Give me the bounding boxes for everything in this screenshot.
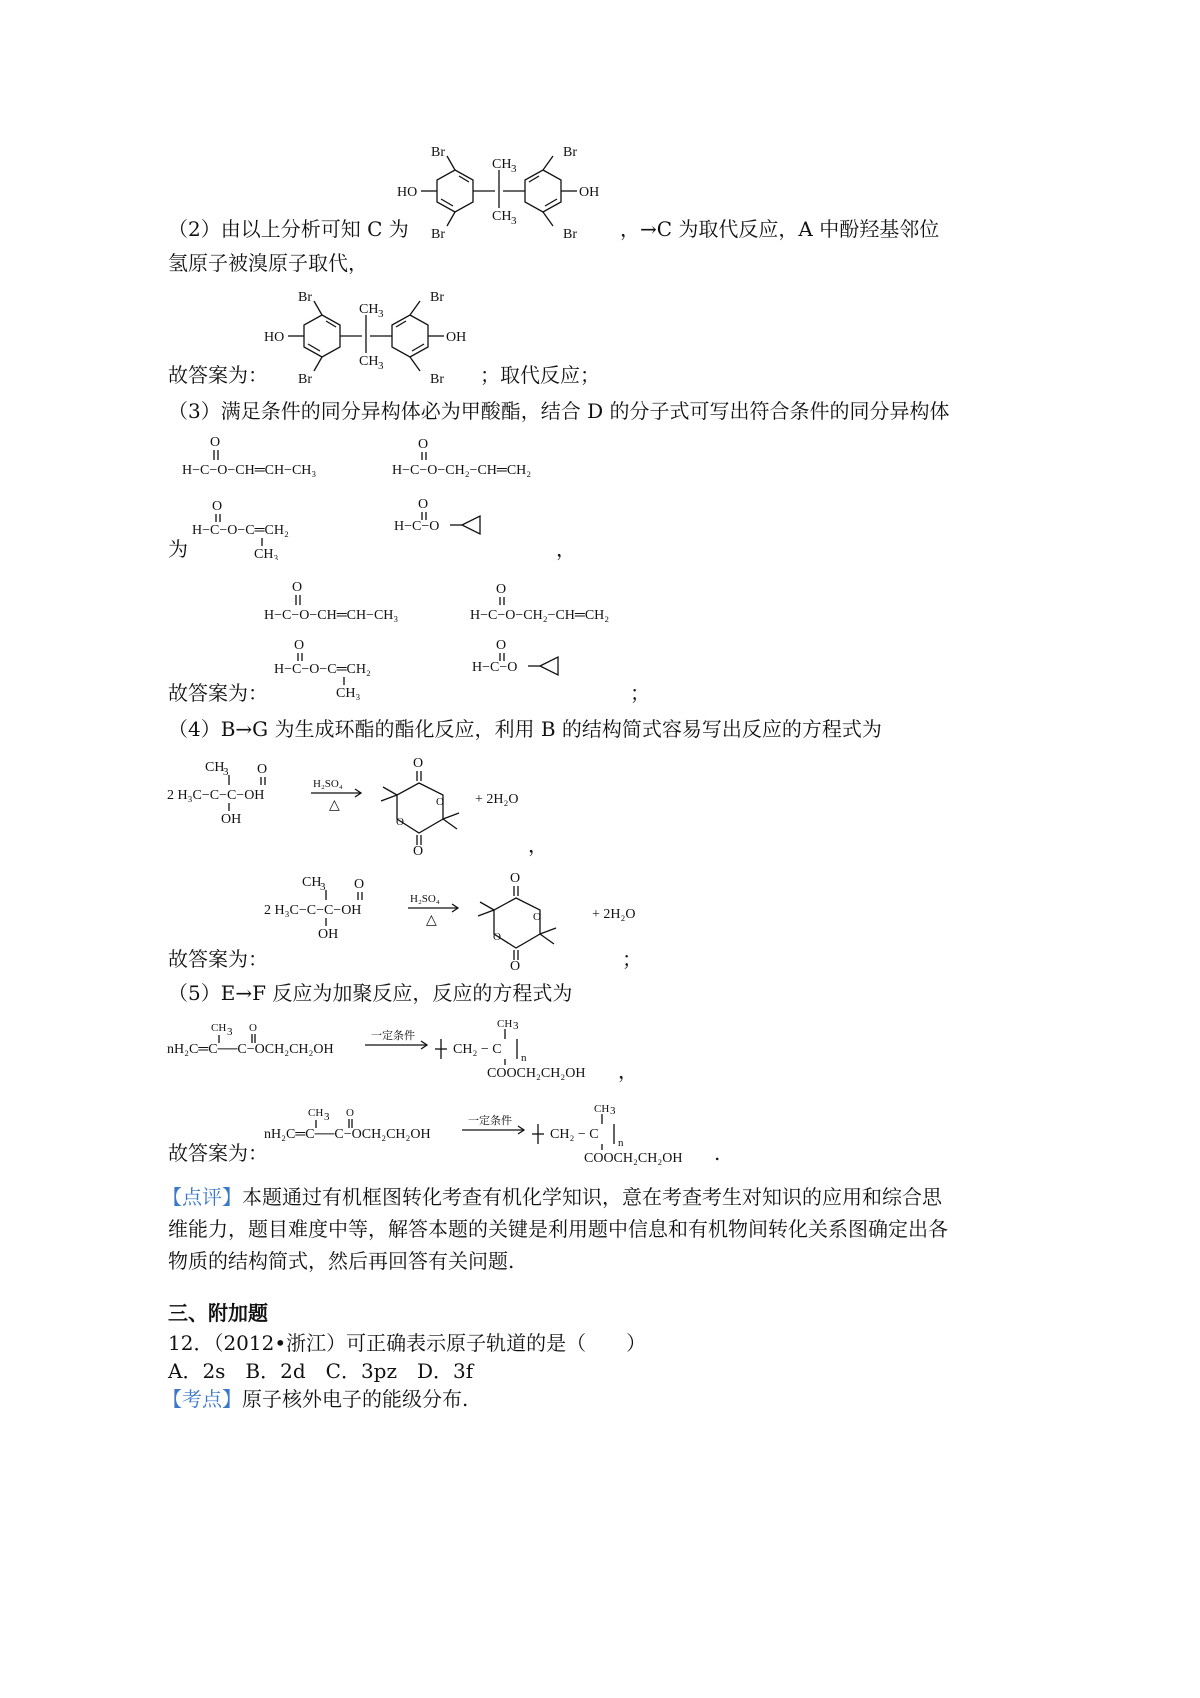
q5-tail1: ， — [618, 1059, 638, 1083]
svg-text:O: O — [493, 931, 501, 943]
svg-text:O: O — [210, 435, 221, 450]
svg-text:H−C−O−CH₂−CH═CH₂: H−C−O−CH₂−CH═CH₂ — [470, 608, 610, 623]
svg-text:一定条件: 一定条件 — [371, 1030, 415, 1042]
svg-text:H₂SO₄: H₂SO₄ — [410, 893, 440, 905]
comment-line1 — [162, 1184, 942, 1210]
q5-equation-2 — [262, 1100, 732, 1170]
q4-line1: （4）B→G 为生成环酯的酯化反应，利用 B 的结构简式容易写出反应的方程式为 — [168, 717, 882, 741]
svg-text:3: 3 — [324, 1111, 330, 1123]
svg-text:O: O — [413, 756, 424, 771]
q3-isomers-2 — [262, 575, 662, 705]
comment-line3: 物质的结构简式，然后再回答有关问题. — [168, 1249, 515, 1273]
svg-text:3: 3 — [223, 766, 229, 778]
kaodian-line — [162, 1386, 468, 1412]
svg-text:Br: Br — [430, 290, 444, 305]
q5-equation-1 — [165, 1015, 635, 1085]
q4-answer-tail: ； — [622, 947, 642, 971]
compound-c-structure-1 — [395, 140, 625, 240]
svg-text:CH: CH — [594, 1103, 610, 1115]
svg-text:O: O — [294, 638, 305, 653]
svg-text:△: △ — [329, 798, 340, 813]
svg-text:一定条件: 一定条件 — [468, 1115, 512, 1127]
svg-text:O: O — [257, 762, 268, 777]
svg-text:O: O — [212, 499, 223, 514]
svg-text:OH: OH — [446, 330, 467, 345]
svg-text:O: O — [396, 816, 404, 828]
svg-text:O: O — [510, 959, 521, 970]
svg-text:CH: CH — [359, 302, 379, 317]
q4-comma: ， — [528, 833, 548, 857]
q2-line2: 氢原子被溴原子取代， — [168, 251, 368, 275]
svg-text:O: O — [346, 1107, 354, 1119]
q2-answer-label: 故答案为： — [168, 363, 268, 387]
svg-text:3: 3 — [227, 1026, 233, 1038]
svg-text:OH: OH — [318, 927, 339, 942]
q4-equation-2 — [262, 870, 662, 970]
svg-text:O: O — [496, 638, 507, 653]
comment-text-1: 本题通过有机框图转化考查有机化学知识，意在考查考生对知识的应用和综合思 — [242, 1185, 942, 1209]
svg-text:3: 3 — [511, 163, 517, 175]
kaodian-text: 原子核外电子的能级分布. — [242, 1387, 469, 1411]
q4-equation-1 — [165, 755, 565, 855]
q5-tail2: . — [714, 1141, 721, 1165]
q2-answer-tail: ；取代反应； — [480, 363, 600, 387]
svg-text:3: 3 — [513, 1020, 519, 1032]
svg-text:3: 3 — [610, 1105, 616, 1117]
svg-text:+ 2H₂O: + 2H₂O — [592, 907, 636, 922]
svg-text:Br: Br — [563, 145, 577, 160]
section-heading: 三、附加题 — [168, 1301, 268, 1325]
svg-text:2 H₃C−C−C−OH: 2 H₃C−C−C−OH — [167, 788, 265, 803]
svg-text:CH: CH — [359, 354, 379, 369]
q3-line1: （3）满足条件的同分异构体必为甲酸酯，结合 D 的分子式可写出符合条件的同分异构体 — [168, 399, 950, 423]
svg-text:CH: CH — [211, 1022, 227, 1034]
svg-text:CH₂ − C: CH₂ − C — [453, 1042, 502, 1057]
svg-text:O: O — [533, 911, 541, 923]
q3-line2-pre: 为 — [168, 537, 188, 561]
q3-answer-tail: ； — [630, 681, 650, 705]
svg-text:3: 3 — [378, 360, 384, 372]
svg-text:n: n — [618, 1137, 624, 1149]
svg-text:H−C−O−CH═CH−CH₃: H−C−O−CH═CH−CH₃ — [182, 463, 317, 478]
svg-text:COOCH₂CH₂OH: COOCH₂CH₂OH — [487, 1066, 586, 1081]
svg-text:CH: CH — [308, 1107, 324, 1119]
svg-text:H−C−O−C═CH₂: H−C−O−C═CH₂ — [274, 662, 371, 677]
svg-text:H₂SO₄: H₂SO₄ — [313, 778, 343, 790]
question-12-options: A．2s B．2d C．3pz D．3f — [168, 1359, 474, 1383]
svg-text:CH₃: CH₃ — [254, 547, 279, 560]
svg-text:H−C−O: H−C−O — [472, 660, 518, 675]
svg-text:OH: OH — [221, 812, 242, 827]
svg-text:CH: CH — [492, 157, 512, 172]
svg-text:Br: Br — [298, 372, 312, 385]
svg-text:O: O — [418, 497, 429, 512]
svg-text:O: O — [292, 580, 303, 595]
svg-text:Br: Br — [563, 227, 577, 240]
svg-text:nH₂C═C──C−OCH₂CH₂OH: nH₂C═C──C−OCH₂CH₂OH — [167, 1042, 334, 1057]
svg-text:3: 3 — [511, 215, 517, 227]
question-12: 12．（2012•浙江）可正确表示原子轨道的是（ ） — [168, 1331, 647, 1355]
svg-text:Br: Br — [298, 290, 312, 305]
svg-text:O: O — [249, 1022, 257, 1034]
svg-text:CH₃: CH₃ — [336, 686, 361, 701]
q5-answer-label: 故答案为： — [168, 1141, 268, 1165]
q2-line1-pre: （2）由以上分析可知 C 为 — [168, 217, 409, 241]
svg-text:2 H₃C−C−C−OH: 2 H₃C−C−C−OH — [264, 903, 362, 918]
svg-text:O: O — [418, 437, 429, 452]
svg-text:Br: Br — [430, 372, 444, 385]
kaodian-tag: 【考点】 — [162, 1387, 242, 1411]
q3-answer-label: 故答案为： — [168, 681, 268, 705]
svg-text:+ 2H₂O: + 2H₂O — [475, 792, 519, 807]
svg-text:H−C−O: H−C−O — [394, 519, 440, 534]
comment-tag: 【点评】 — [162, 1185, 242, 1209]
svg-text:n: n — [521, 1052, 527, 1064]
q5-line1: （5）E→F 反应为加聚反应，反应的方程式为 — [168, 981, 573, 1005]
svg-text:CH: CH — [205, 760, 225, 775]
svg-text:Br: Br — [431, 145, 445, 160]
q4-answer-label: 故答案为： — [168, 947, 268, 971]
svg-text:HO: HO — [264, 330, 285, 345]
comment-line2: 维能力，题目难度中等，解答本题的关键是利用题中信息和有机物间转化关系图确定出各 — [168, 1217, 948, 1241]
svg-text:CH: CH — [302, 875, 322, 890]
svg-text:O: O — [413, 844, 424, 855]
svg-text:CH₂ − C: CH₂ − C — [550, 1127, 599, 1142]
svg-text:CH: CH — [492, 209, 512, 224]
svg-text:H−C−O−CH═CH−CH₃: H−C−O−CH═CH−CH₃ — [264, 608, 399, 623]
svg-text:COOCH₂CH₂OH: COOCH₂CH₂OH — [584, 1151, 683, 1166]
svg-text:3: 3 — [378, 308, 384, 320]
q3-line2-post: ， — [556, 537, 576, 561]
svg-text:O: O — [436, 796, 444, 808]
svg-text:△: △ — [426, 913, 437, 928]
svg-text:O: O — [496, 582, 507, 597]
svg-text:OH: OH — [579, 185, 600, 200]
svg-text:nH₂C═C──C−OCH₂CH₂OH: nH₂C═C──C−OCH₂CH₂OH — [264, 1127, 431, 1142]
svg-text:HO: HO — [397, 185, 418, 200]
svg-text:Br: Br — [431, 227, 445, 240]
svg-text:H−C−O−C═CH₂: H−C−O−C═CH₂ — [192, 523, 289, 538]
svg-text:O: O — [354, 877, 365, 892]
svg-text:CH: CH — [497, 1018, 513, 1030]
svg-text:3: 3 — [320, 881, 326, 893]
q2-line1-post: ，→C 为取代反应，A 中酚羟基邻位 — [620, 217, 940, 241]
compound-c-structure-2 — [262, 285, 492, 385]
svg-text:H−C−O−CH₂−CH═CH₂: H−C−O−CH₂−CH═CH₂ — [392, 463, 532, 478]
svg-text:O: O — [510, 871, 521, 886]
q3-isomers-1 — [180, 430, 580, 560]
